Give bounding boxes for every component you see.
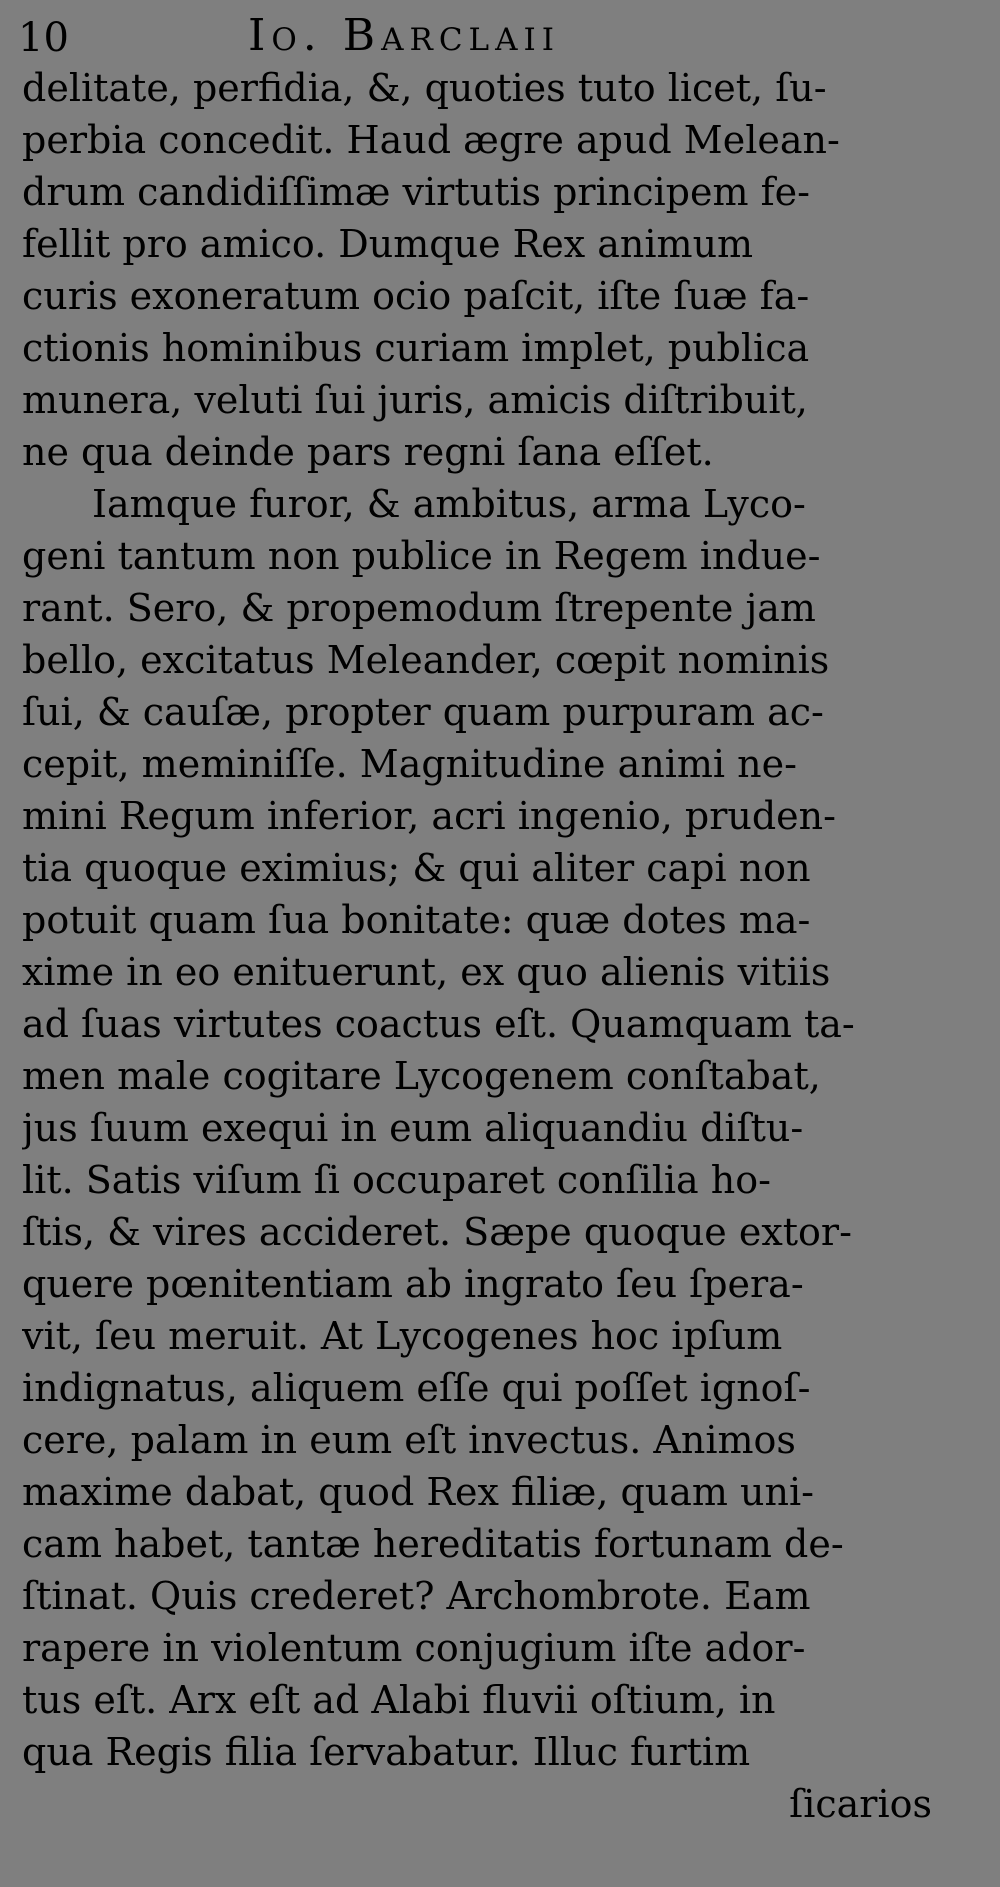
text-line: ſtinat. Quis crederet? Archombrote. Eam <box>22 1574 811 1618</box>
text-line: rant. Sero, & propemodum ſtrepente jam <box>22 586 816 630</box>
text-line: quere pœnitentiam ab ingrato ſeu ſpera- <box>22 1262 804 1306</box>
running-head: Io. Barclaii <box>248 10 561 61</box>
text-line: curis exoneratum ocio paſcit, iſte ſuæ fa- <box>22 274 810 318</box>
text-line: qua Regis filia ſervabatur. Illuc furtim <box>22 1730 751 1774</box>
text-line: delitate, perfidia, &, quoties tuto licet, ſu- <box>22 66 827 110</box>
text-line: ne qua deinde pars regni ſana eſſet. <box>22 430 714 474</box>
text-line: men male cogitare Lycogenem conſtabat, <box>22 1054 821 1098</box>
text-line: munera, veluti ſui juris, amicis diſtribuit, <box>22 378 808 422</box>
text-line: drum candidiſſimæ virtutis principem fe- <box>22 170 810 214</box>
text-line: geni tantum non publice in Regem indue- <box>22 534 821 578</box>
text-line: tia quoque eximius; & qui aliter capi non <box>22 846 811 890</box>
text-line: tus eſt. Arx eſt ad Alabi fluvii oſtium, in <box>22 1678 776 1722</box>
text-line: ſicarios <box>789 1782 932 1826</box>
text-line: jus ſuum exequi in eum aliquandiu diſtu- <box>22 1106 804 1150</box>
page-number: 10 <box>18 15 69 61</box>
text-line: fellit pro amico. Dumque Rex animum <box>22 222 754 266</box>
text-line: xime in eo enituerunt, ex quo alienis vitiis <box>22 950 831 994</box>
text-line: vit, ſeu meruit. At Lycogenes hoc ipſum <box>22 1314 783 1358</box>
text-line: ctionis hominibus curiam implet, publica <box>22 326 810 370</box>
text-line: ſtis, & vires accideret. Sæpe quoque extor- <box>22 1210 852 1254</box>
text-line: perbia concedit. Haud ægre apud Melean- <box>22 118 840 162</box>
text-line: rapere in violentum conjugium iſte ador- <box>22 1626 806 1670</box>
text-line: cere, palam in eum eſt invectus. Animos <box>22 1418 796 1462</box>
body-text <box>22 62 962 1830</box>
text-line: maxime dabat, quod Rex filiæ, quam uni- <box>22 1470 814 1514</box>
text-line: cepit, meminiſſe. Magnitudine animi ne- <box>22 742 797 786</box>
text-line: cam habet, tantæ hereditatis fortunam de- <box>22 1522 844 1566</box>
text-line: mini Regum inferior, acri ingenio, pruden- <box>22 794 836 838</box>
page-header <box>18 6 978 64</box>
text-line: potuit quam ſua bonitate: quæ dotes ma- <box>22 898 811 942</box>
text-line: ſui, & cauſæ, propter quam purpuram ac- <box>22 690 824 734</box>
text-line: Iamque furor, & ambitus, arma Lyco- <box>92 482 806 526</box>
text-line: lit. Satis viſum ſi occuparet conſilia ho- <box>22 1158 771 1202</box>
text-line: indignatus, aliquem eſſe qui poſſet ignoſ- <box>22 1366 811 1410</box>
text-line: bello, excitatus Meleander, cœpit nominis <box>22 638 830 682</box>
text-line: ad ſuas virtutes coactus eſt. Quamquam ta- <box>22 1002 855 1046</box>
